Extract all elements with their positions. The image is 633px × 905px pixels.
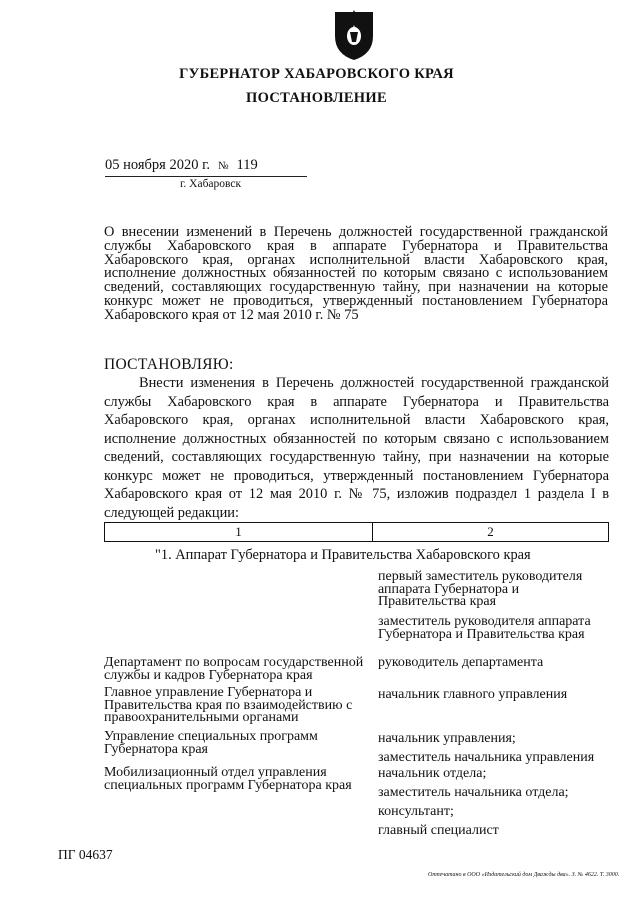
table-row-position: начальник главного управления [378,687,568,702]
coat-of-arms-icon [331,6,377,62]
table-row-position: начальник управления; [378,731,516,746]
table-row-unit: Департамент по вопросам государственной службы и кадров Губернатора края [104,655,364,683]
table-row-position: консультант; [378,804,454,819]
table-row-position: начальник отдела; [378,766,487,781]
body-text: Внести изменения в Перечень должностей государственной гражданской службы Хабаровского края в аппарате Губернатора и Правительства Хабаровского края, органах исполнительной власти Хабаровского края, исполнение должностных обязанностей по которым связано с использованием сведений, составляющих государственную тайну, при назначении на которые конкурс может не проводиться, утвержденный постановлением Губернатора Хабаровского края от 12 мая 2010 г. № 75, изложив подраздел 1 раздела I в следующей редакции: [104,375,609,521]
table-row-position: руководитель департамента [378,655,544,670]
table-row-position: заместитель начальника управления [378,750,595,765]
table-row-unit: Мобилизационный отдел управления специальных программ Губернатора края [104,765,352,793]
authority-heading: ГУБЕРНАТОР ХАБАРОВСКОГО КРАЯ [179,66,454,82]
table-row-position: заместитель начальника отдела; [378,785,569,800]
table-header-row [104,522,609,542]
table-header-col2: 2 [487,524,494,539]
body-paragraph [104,374,609,522]
document-city: г. Хабаровск [180,178,242,190]
table-row-unit: Управление специальных программ Губернатора края [104,729,318,757]
table-row-position: заместитель руководителя аппарата Губернатора и Правительства края [378,614,591,642]
table-header-col1: 1 [105,523,373,541]
table-row-position: главный специалист [378,823,499,838]
document-type-heading: ПОСТАНОВЛЕНИЕ [246,90,387,106]
document-date: 05 ноября 2020 г. [105,157,211,173]
table-section-title: "1. Аппарат Губернатора и Правительства Хабаровского края [155,547,531,563]
document-title: О внесении изменений в Перечень должностей государственной гражданской службы Хабаровского края в аппарате Губернатора и Правительства Хабаровского края, органах исполнительной власти Хабаровского края, исполнение должностных обязанностей по которым связано с использованием сведений, составляющих государственную тайну, при назначении на которые конкурс может не проводиться, утвержденный постановлением Губернатора Хабаровского края от 12 мая 2010 г. № 75 [104,224,608,323]
document-number: 119 [236,157,258,173]
document-date-line [105,157,307,177]
printer-note: Отпечатано в ООО «Издательский дом Дважды два». З. № 4622. Т. 3000. [428,872,620,878]
table-row-unit: Главное управление Губернатора и Правительства края по взаимодействию с правоохранительными органами [104,685,353,725]
number-sign: № [218,160,229,172]
form-stamp-number: ПГ 04637 [58,847,113,862]
table-row-position: первый заместитель руководителя аппарата Губернатора и Правительства края [378,569,583,609]
decree-word: ПОСТАНОВЛЯЮ: [104,356,234,373]
